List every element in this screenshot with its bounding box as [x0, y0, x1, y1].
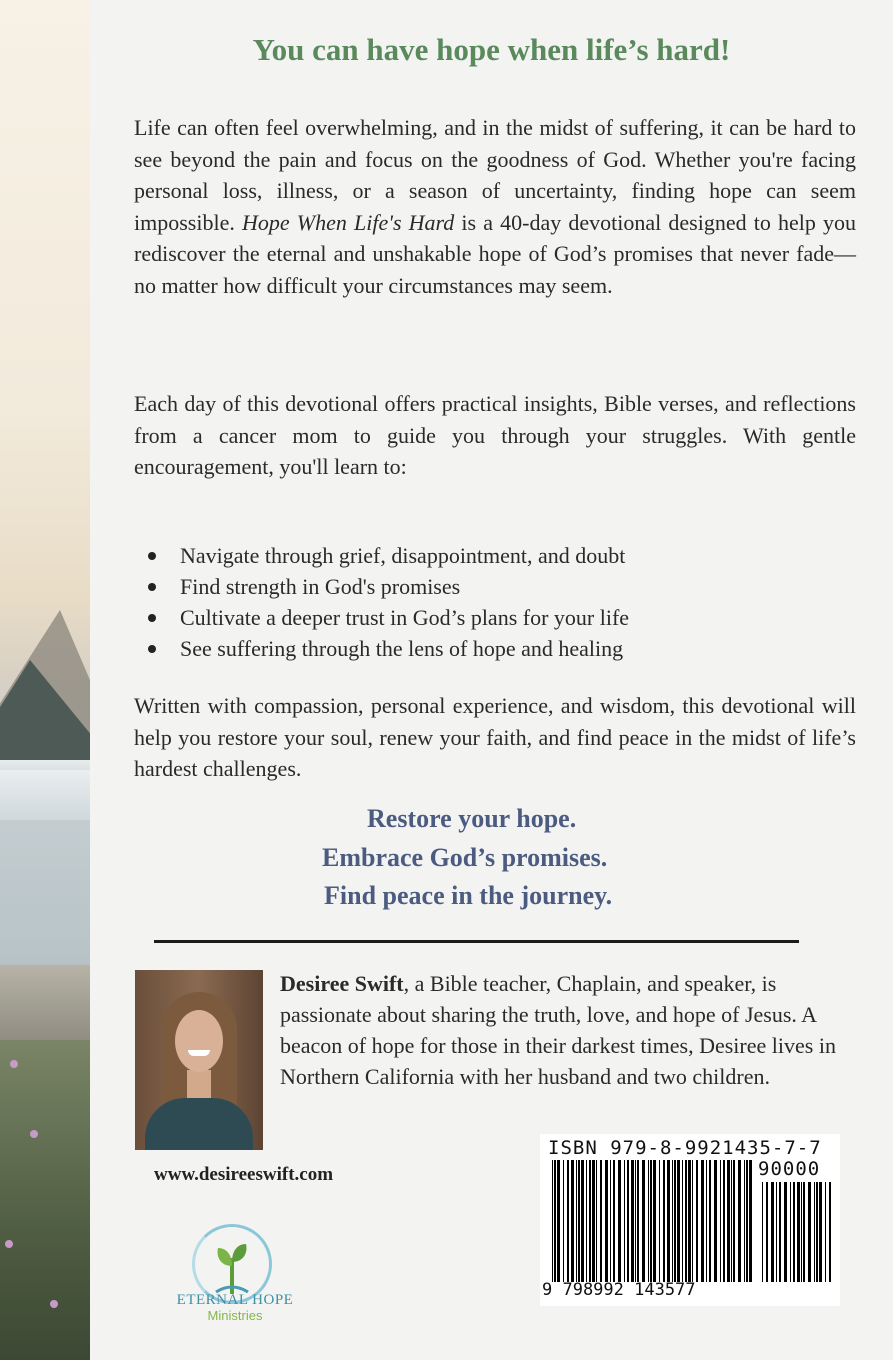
logo-name: ETERNAL HOPE: [176, 1292, 294, 1308]
eternal-hope-logo: [160, 1222, 310, 1352]
headline: You can have hope when life’s hard!: [252, 32, 731, 67]
website-link[interactable]: www.desireeswift.com: [154, 1164, 334, 1185]
closing-paragraph: Written with compassion, personal experience, and wisdom, this devotional will help you restore your soul, renew your faith, and find peace in the midst of life’s hardest challenges.: [134, 693, 856, 781]
author-name: Desiree Swift: [280, 971, 404, 996]
tagline: Find peace in the journey.: [324, 881, 613, 910]
description-paragraph: Each day of this devotional offers practical insights, Bible verses, and reflections from a cancer mom to guide you through your struggles. With gentle encouragement, you'll learn to:: [134, 391, 856, 479]
price-barcode-bars: [762, 1182, 832, 1282]
taglines: [300, 800, 700, 916]
isbn-number: ISBN 979-8-9921435-7-7: [548, 1137, 822, 1159]
isbn-barcode: [540, 1134, 840, 1306]
list-item: Navigate through grief, disappointment, and doubt: [134, 540, 856, 571]
author-photo: [135, 970, 263, 1150]
tagline: Restore your hope.: [367, 804, 577, 833]
tagline: Embrace God’s promises.: [322, 842, 608, 872]
intro-paragraph: Life can often feel overwhelming, and in the midst of suffering, it can be hard to see beyond the pain and focus on the goodness of God. Whether you're facing personal loss, illness, or a season of uncertainty, finding hope can seem impossible. Hope When Life's Hard is a 40-day devotional designed to help you rediscover the eternal and unshakable hope of God’s promises that never fade—no matter how difficult your circumstances may seem.: [134, 115, 856, 298]
benefits-list: [134, 540, 856, 664]
author-bio: Desiree Swift, a Bible teacher, Chaplain, and speaker, is passionate about sharing the truth, love, and hope of Jesus. A beacon of hope for those in their darkest times, Desiree lives in Northern California with her husband and two children.: [280, 971, 836, 1089]
divider: [154, 940, 799, 943]
barcode-bars: [552, 1160, 752, 1282]
list-item: Cultivate a deeper trust in God’s plans for your life: [134, 602, 856, 633]
barcode-digits: 9 798992 143577: [542, 1280, 696, 1300]
logo-subtitle: Ministries: [207, 1308, 263, 1323]
price-code: 90000: [758, 1158, 821, 1180]
landscape-image-strip: [0, 0, 90, 1360]
list-item: See suffering through the lens of hope and healing: [134, 633, 856, 664]
book-title: Hope When Life's Hard: [241, 209, 455, 235]
sprout-icon: [212, 1236, 252, 1296]
list-item: Find strength in God's promises: [134, 571, 856, 602]
